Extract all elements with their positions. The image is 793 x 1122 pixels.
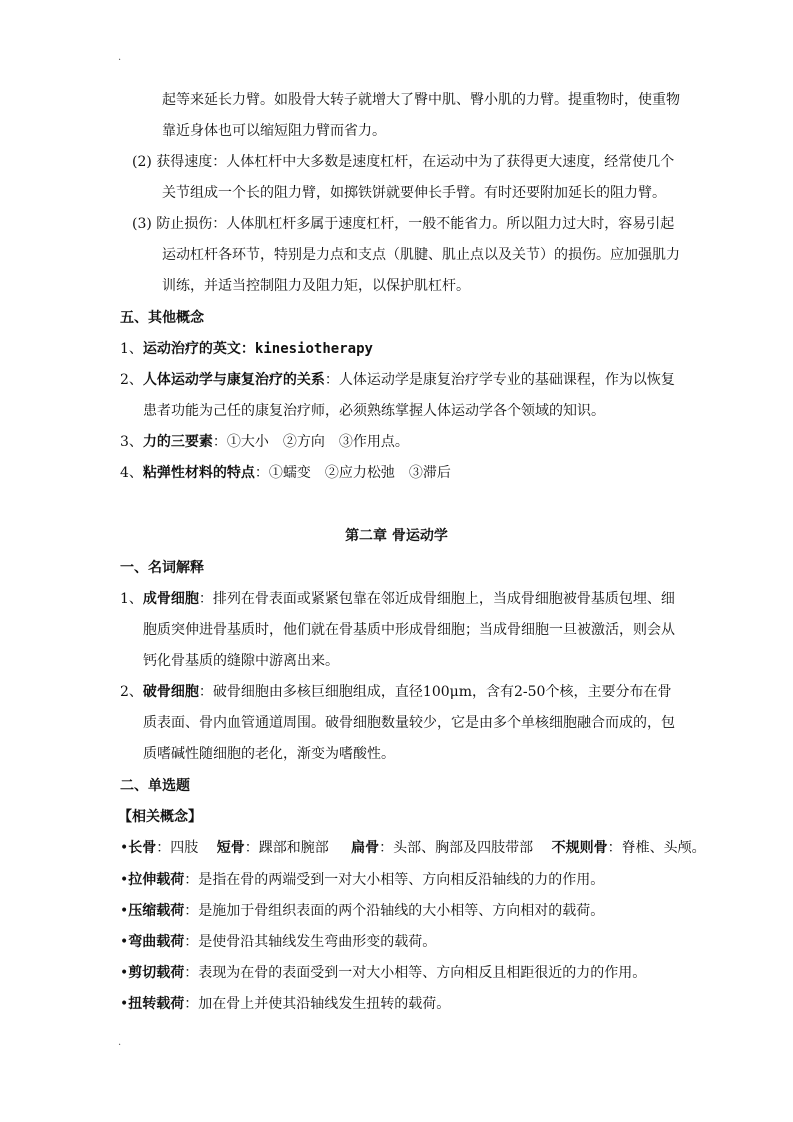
section5-item-1 bbox=[120, 339, 373, 359]
bullet: • bbox=[120, 934, 129, 950]
bullet: • bbox=[120, 872, 129, 888]
load-term: 扭转载荷 bbox=[128, 996, 185, 1012]
item-term: 人体运动学与康复治疗的关系 bbox=[142, 372, 325, 388]
load-term: 压缩载荷 bbox=[128, 903, 185, 919]
item-term: 成骨细胞 bbox=[142, 591, 199, 607]
mc-heading: 二、单选题 bbox=[120, 778, 190, 794]
item-number: 2、 bbox=[120, 684, 143, 700]
bone-types-line bbox=[120, 838, 706, 858]
item-term: 粘弹性材料的特点 bbox=[142, 465, 255, 481]
long-bone-term: 长骨 bbox=[128, 840, 157, 856]
load-item bbox=[120, 932, 436, 952]
item-number: 3、 bbox=[120, 434, 143, 450]
load-item bbox=[120, 963, 646, 983]
short-bone-term: 短骨 bbox=[216, 840, 245, 856]
terms-heading: 一、名词解释 bbox=[120, 560, 204, 576]
load-text: ：是指在骨的两端受到一对大小相等、方向相反沿轴线的力的作用。 bbox=[184, 872, 605, 888]
bottom-dot-marker: . bbox=[118, 1037, 122, 1048]
item-text: ：排列在骨表面或紧紧包靠在邻近成骨细胞上，当成骨细胞被骨基质包埋、细 bbox=[198, 591, 675, 607]
bullet: • bbox=[120, 903, 129, 919]
load-item bbox=[120, 994, 450, 1014]
bullet: • bbox=[120, 840, 129, 856]
irregular-bone-term: 不规则骨 bbox=[551, 840, 608, 856]
item-number: 1、 bbox=[120, 591, 143, 607]
load-text: ：表现为在骨的表面受到一对大小相等、方向相反且相距很近的力的作用。 bbox=[184, 965, 647, 981]
para2-text: 获得速度：人体杠杆中大多数是速度杠杆，在运动中为了获得更大速度，经常使几个 bbox=[156, 154, 675, 170]
terms-item-1-cont1: 胞质突伸进骨基质时，他们就在骨基质中形成骨细胞；当成骨细胞一旦被激活，则会从 bbox=[143, 622, 675, 638]
mc-subheading: 【相关概念】 bbox=[118, 809, 202, 825]
load-text: ：是使骨沿其轴线发生弯曲形变的载荷。 bbox=[184, 934, 437, 950]
para3-line3: 训练，并适当控制阻力及阻力矩，以保护肌杠杆。 bbox=[162, 278, 470, 294]
short-bone-text: ：踝部和腕部 bbox=[244, 840, 329, 856]
item-text: kinesiotherapy bbox=[254, 341, 373, 357]
load-item bbox=[120, 870, 604, 890]
para3-line1 bbox=[132, 214, 674, 234]
para1-line2: 靠近身体也可以缩短阻力臂而省力。 bbox=[162, 123, 386, 139]
item-text: ：①蠕变 ②应力松弛 ③滞后 bbox=[254, 465, 451, 481]
terms-item-2-cont1: 质表面、骨内血管通道周围。破骨细胞数量较少，它是由多个单核细胞融合而成的，包 bbox=[143, 715, 675, 731]
load-term: 弯曲载荷 bbox=[128, 934, 185, 950]
top-dot-marker: . bbox=[118, 52, 122, 63]
section5-heading: 五、其他概念 bbox=[120, 310, 204, 326]
terms-item-2 bbox=[120, 682, 671, 702]
item-text: ：破骨细胞由多核巨细胞组成，直径100μm，含有2-50个核，主要分布在骨 bbox=[198, 684, 672, 700]
item-term: 运动治疗的英文： bbox=[142, 341, 255, 357]
item-number: 1、 bbox=[120, 341, 143, 357]
para2-line1 bbox=[132, 152, 674, 172]
section5-item-2-cont: 患者功能为己任的康复治疗师，必须熟练掌握人体运动学各个领域的知识。 bbox=[143, 403, 605, 419]
para2-line2: 关节组成一个长的阻力臂，如掷铁饼就要伸长手臂。有时还要附加延长的阻力臂。 bbox=[162, 185, 666, 201]
para3-line2: 运动杠杆各环节，特别是力点和支点（肌腱、肌止点以及关节）的损伤。应加强肌力 bbox=[162, 247, 680, 263]
terms-item-1-cont2: 钙化骨基质的缝隙中游离出来。 bbox=[143, 653, 339, 669]
bullet: • bbox=[120, 996, 129, 1012]
flat-bone-term: 扁骨 bbox=[351, 840, 380, 856]
section5-item-3 bbox=[120, 432, 409, 452]
para3-number: (3) bbox=[132, 216, 152, 232]
item-number: 2、 bbox=[120, 372, 143, 388]
section5-item-2 bbox=[120, 370, 675, 390]
chapter-title: 第二章 骨运动学 bbox=[345, 528, 448, 544]
load-text: ：是施加于骨组织表面的两个沿轴线的大小相等、方向相对的载荷。 bbox=[184, 903, 605, 919]
section5-item-4 bbox=[120, 463, 451, 483]
para2-number: (2) bbox=[132, 154, 152, 170]
item-term: 破骨细胞 bbox=[142, 684, 199, 700]
load-text: ：加在骨上并使其沿轴线发生扭转的载荷。 bbox=[184, 996, 451, 1012]
load-term: 拉伸载荷 bbox=[128, 872, 185, 888]
para3-text: 防止损伤：人体肌杠杆多属于速度杠杆，一般不能省力。所以阻力过大时，容易引起 bbox=[156, 216, 675, 232]
bullet: • bbox=[120, 965, 129, 981]
item-number: 4、 bbox=[120, 465, 143, 481]
item-text: ：①大小 ②方向 ③作用点。 bbox=[212, 434, 409, 450]
terms-item-2-cont2: 质嗜碱性随细胞的老化，渐变为嗜酸性。 bbox=[143, 746, 395, 762]
item-text: ：人体运动学是康复治疗学专业的基础课程，作为以恢复 bbox=[324, 372, 675, 388]
terms-item-1 bbox=[120, 589, 675, 609]
irregular-bone-text: ：脊椎、头颅。 bbox=[607, 840, 706, 856]
load-item bbox=[120, 901, 604, 921]
item-term: 力的三要素 bbox=[142, 434, 213, 450]
flat-bone-text: ：头部、胸部及四肢带部 bbox=[379, 840, 534, 856]
para1-line1: 起等来延长力臂。如股骨大转子就增大了臀中肌、臀小肌的力臂。提重物时，使重物 bbox=[162, 92, 680, 108]
load-term: 剪切载荷 bbox=[128, 965, 185, 981]
long-bone-text: ：四肢 bbox=[156, 840, 199, 856]
